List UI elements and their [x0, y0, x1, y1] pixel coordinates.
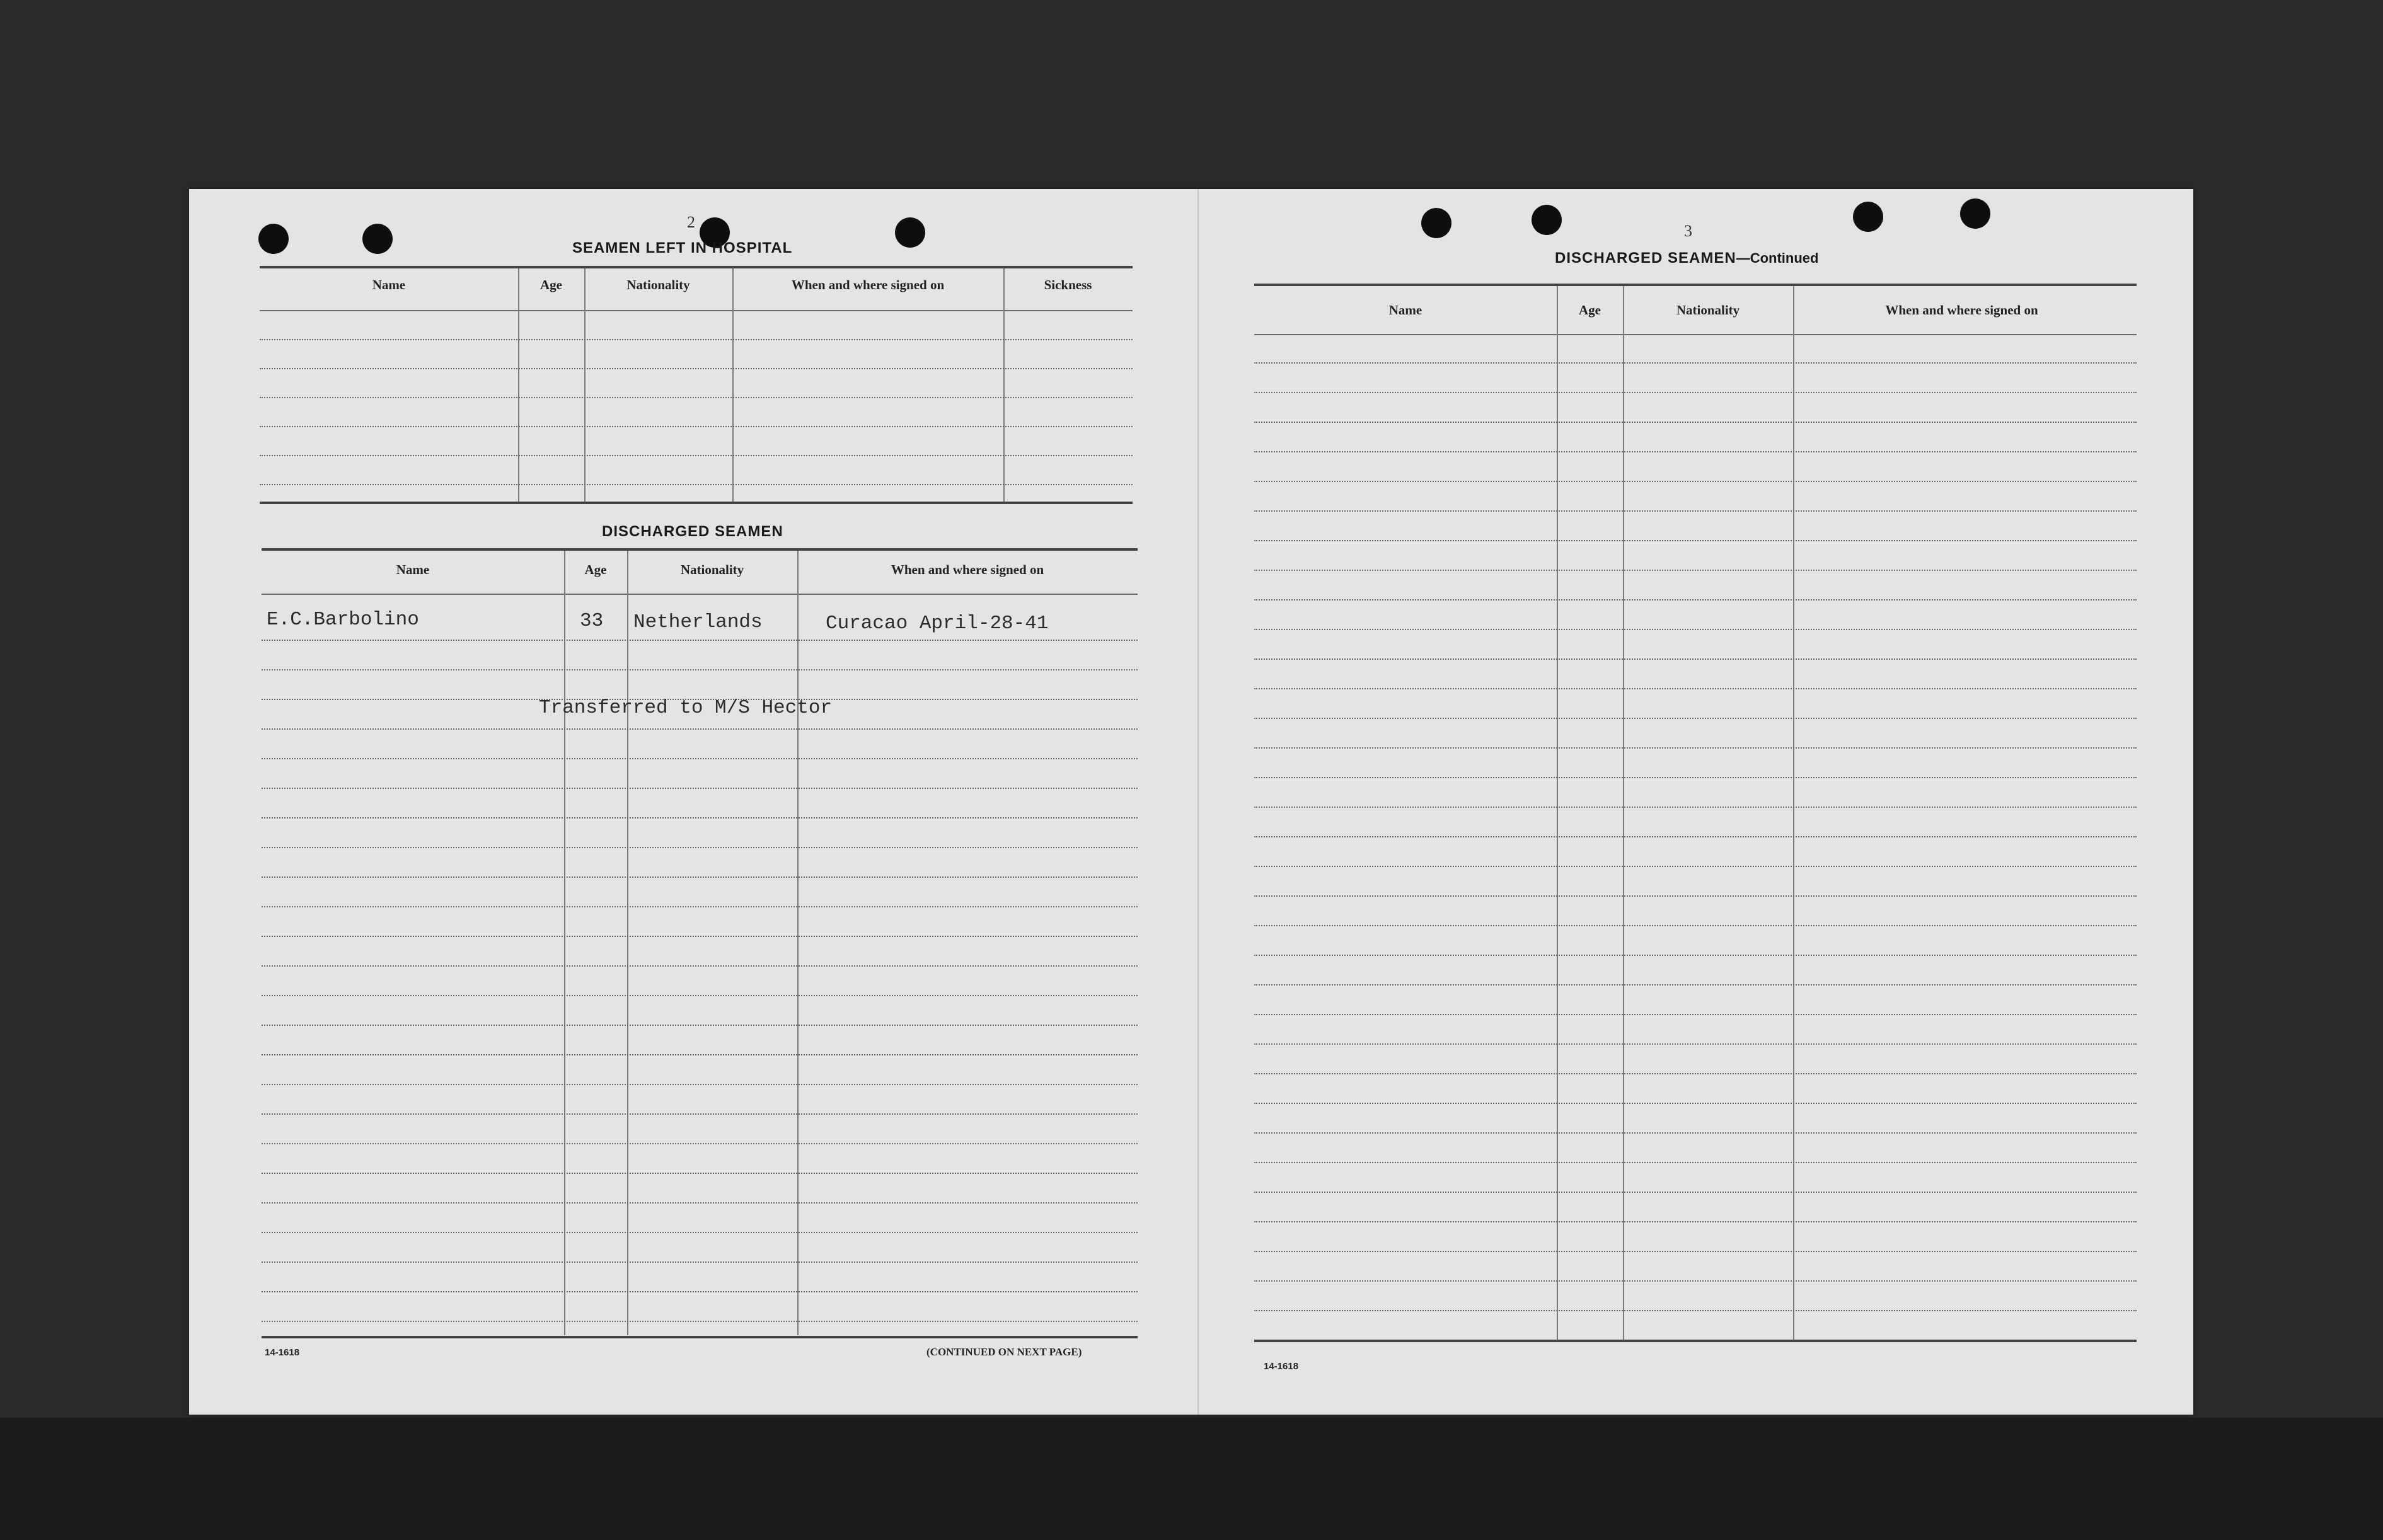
discharged-col-signed-on: When and where signed on — [891, 562, 1044, 577]
seaman-age: 33 — [580, 610, 604, 632]
ruled-line — [1254, 807, 2137, 808]
right-section-title-sub: —Continued — [1736, 250, 1819, 266]
column-divider — [732, 268, 734, 502]
hospital-col-name: Name — [372, 277, 406, 292]
right-section-title-main: DISCHARGED SEAMEN — [1555, 250, 1736, 267]
column-divider — [1623, 286, 1624, 1340]
ruled-line — [1254, 1043, 2137, 1045]
table-rule — [260, 310, 1133, 311]
discharged-table — [262, 548, 1138, 1339]
column-divider — [1557, 286, 1558, 1340]
ruled-line — [1254, 836, 2137, 837]
ruled-line — [1254, 1221, 2137, 1222]
ruled-line — [262, 1143, 1138, 1144]
continued-note: (CONTINUED ON NEXT PAGE) — [926, 1346, 1082, 1358]
ruled-line — [262, 788, 1138, 789]
column-divider — [627, 551, 628, 1335]
ruled-line — [1254, 895, 2137, 897]
discharged-continued-table — [1254, 284, 2137, 1342]
ruled-line — [1254, 422, 2137, 423]
discharged-col-name: Name — [396, 562, 430, 577]
column-divider — [584, 268, 586, 502]
page-fold — [1197, 189, 1199, 1415]
ruled-line — [262, 1291, 1138, 1292]
discharged-section-title: DISCHARGED SEAMEN — [602, 523, 783, 540]
continued-col-nationality: Nationality — [1676, 302, 1740, 318]
ruled-line — [1254, 777, 2137, 778]
ruled-line — [262, 640, 1138, 641]
ruled-line — [262, 1113, 1138, 1115]
ruled-line — [262, 1261, 1138, 1263]
seaman-name: E.C.Barbolino — [267, 609, 419, 631]
ruled-line — [262, 1173, 1138, 1174]
ruled-line — [262, 965, 1138, 967]
ruled-line — [1254, 362, 2137, 364]
table-rule — [262, 594, 1138, 595]
hospital-col-age: Age — [540, 277, 562, 292]
ruled-line — [1254, 1103, 2137, 1104]
ruled-line — [262, 1084, 1138, 1085]
transfer-note: Transferred to M/S Hector — [539, 697, 833, 719]
ruled-line — [1254, 866, 2137, 867]
ruled-line — [1254, 1073, 2137, 1074]
ruled-line — [260, 426, 1133, 427]
ruled-line — [1254, 1280, 2137, 1282]
continued-col-name: Name — [1388, 302, 1422, 318]
column-divider — [564, 551, 565, 1335]
ruled-line — [260, 397, 1133, 398]
punch-hole — [1960, 198, 1990, 229]
ruled-line — [262, 669, 1138, 670]
ruled-line — [260, 339, 1133, 340]
ruled-line — [1254, 1014, 2137, 1015]
ruled-line — [262, 847, 1138, 848]
column-divider — [797, 551, 799, 1335]
ruled-line — [260, 455, 1133, 456]
table-rule — [1254, 1340, 2137, 1342]
table-rule — [1254, 284, 2137, 286]
ruled-line — [1254, 1132, 2137, 1134]
table-rule — [260, 266, 1133, 268]
punch-hole — [1853, 202, 1883, 232]
left-page-number: 2 — [687, 213, 695, 231]
hospital-col-sickness: Sickness — [1044, 277, 1092, 292]
ruled-line — [1254, 925, 2137, 926]
ruled-line — [262, 1232, 1138, 1233]
left-form-code: 14-1618 — [265, 1347, 300, 1358]
ruled-line — [262, 1054, 1138, 1055]
table-rule — [260, 502, 1133, 504]
ruled-line — [1254, 1192, 2137, 1193]
ruled-line — [1254, 984, 2137, 985]
ruled-line — [262, 1321, 1138, 1322]
seaman-nationality: Netherlands — [633, 611, 763, 633]
ruled-line — [262, 876, 1138, 878]
ruled-line — [1254, 392, 2137, 393]
right-section-title — [1555, 250, 1818, 267]
punch-hole — [1532, 205, 1562, 235]
ruled-line — [1254, 1251, 2137, 1252]
ruled-line — [1254, 451, 2137, 452]
discharged-col-age: Age — [584, 562, 607, 577]
ruled-line — [1254, 1162, 2137, 1163]
column-divider — [518, 268, 519, 502]
hospital-table — [260, 266, 1133, 505]
ruled-line — [1254, 599, 2137, 600]
ruled-line — [1254, 688, 2137, 689]
ruled-line — [262, 906, 1138, 907]
table-rule — [262, 548, 1138, 551]
punch-hole — [895, 217, 925, 248]
ruled-line — [262, 758, 1138, 759]
ruled-line — [262, 728, 1138, 730]
ruled-line — [1254, 481, 2137, 482]
ruled-line — [262, 936, 1138, 937]
seaman-signed-on: Curacao April-28-41 — [826, 612, 1049, 635]
column-divider — [1793, 286, 1794, 1340]
ruled-line — [1254, 1310, 2137, 1311]
ruled-line — [262, 995, 1138, 996]
table-rule — [262, 1336, 1138, 1338]
punch-hole — [1421, 208, 1451, 238]
document-sheet — [189, 189, 2193, 1415]
hospital-section-title: SEAMEN LEFT IN HOSPITAL — [572, 239, 793, 256]
continued-col-age: Age — [1579, 302, 1601, 318]
ruled-line — [1254, 658, 2137, 660]
punch-hole — [362, 224, 393, 254]
right-form-code: 14-1618 — [1264, 1361, 1299, 1372]
right-page-number: 3 — [1684, 222, 1692, 240]
ruled-line — [260, 484, 1133, 485]
ruled-line — [1254, 570, 2137, 571]
ruled-line — [1254, 747, 2137, 749]
discharged-col-nationality: Nationality — [680, 562, 744, 577]
ruled-line — [262, 1202, 1138, 1204]
hospital-col-signed-on: When and where signed on — [791, 277, 945, 292]
ruled-line — [1254, 629, 2137, 630]
ruled-line — [1254, 718, 2137, 719]
hospital-col-nationality: Nationality — [626, 277, 690, 292]
ruled-line — [1254, 540, 2137, 541]
column-divider — [1003, 268, 1005, 502]
ruled-line — [260, 368, 1133, 369]
ruled-line — [1254, 955, 2137, 956]
continued-col-signed-on: When and where signed on — [1885, 302, 2038, 318]
background-shadow — [0, 1418, 2383, 1540]
punch-hole — [258, 224, 289, 254]
table-rule — [1254, 334, 2137, 335]
ruled-line — [262, 1025, 1138, 1026]
ruled-line — [262, 817, 1138, 819]
ruled-line — [1254, 510, 2137, 512]
